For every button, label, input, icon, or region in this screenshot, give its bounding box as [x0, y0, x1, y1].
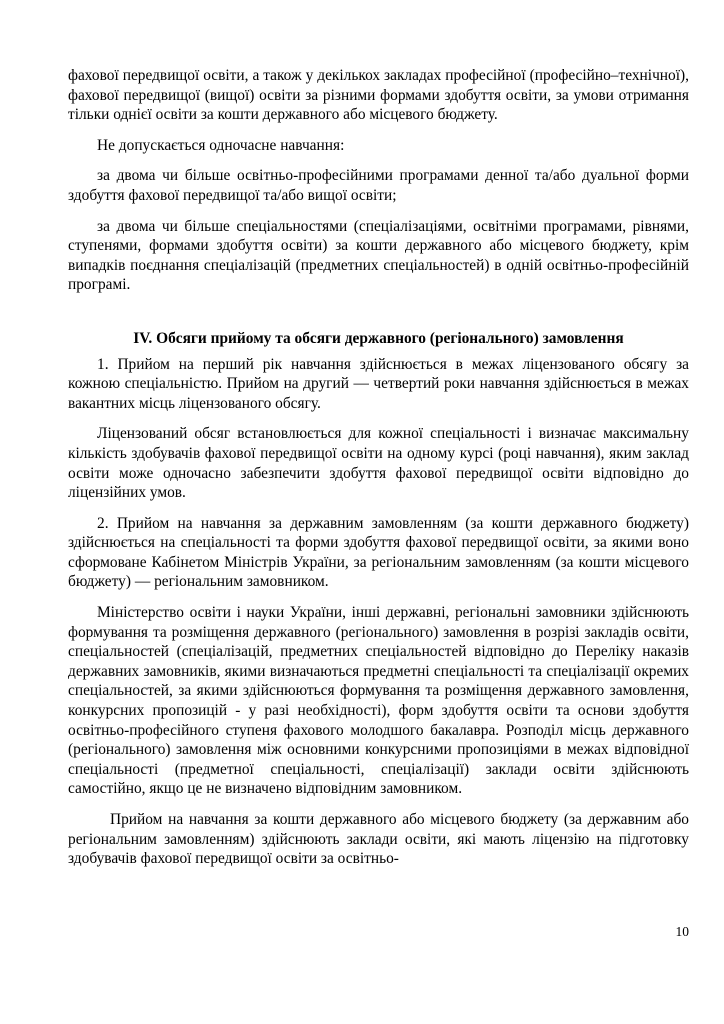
- paragraph-section-4: Міністерство освіти і науки України, інші державні, регіональні замовники здійснюють формування та розміщення державного (регіонального) замовлення в розрізі закладів освіти, спеціальностей (спеціалізацій, предметних спеціальностей відповідно до Переліку наказів державних замовників, якими визначаються предметні спеціальності та спеціалізації окремих спеціальностей, за якими здійснюються формування та розміщення державного замовлення, конкурсних пропозицій - у разі необхідності), форм здобуття освіти та основи здобуття освітньо-професійного ступеня фахового молодшого бакалавра. Розподіл місць державного (регіонального) замовлення між основними конкурсними пропозиціями в межах відповідної спеціальності (предметної спеціальності, спеціалізації) заклади освіти здійснюють самостійно, якщо це не визначено відповідним замовником.: [68, 604, 689, 798]
- paragraph-section-1: 1. Прийом на перший рік навчання здійснюється в межах ліцензованого обсягу за кожною спеціальністю. Прийом на другий — четвертий роки навчання здійснюється в межах вакантних місць ліцензованого обсягу.: [68, 355, 689, 412]
- document-page: [68, 66, 689, 880]
- paragraph-section-3: 2. Прийом на навчання за державним замовленням (за кошти державного бюджету) здійснюється на спеціальності та форми здобуття фахової передвищої освіти, за якими воно сформоване Кабінетом Міністрів України, за регіональним замовленням (за кошти місцевого бюджету) — регіональним замовником.: [68, 514, 689, 591]
- paragraph-section-5: Прийом на навчання за кошти державного або місцевого бюджету (за державним або регіональним замовленням) здійснюють заклади освіти, які мають ліцензію на підготовку здобувачів фахової передвищої освіти за освітньо-: [68, 811, 689, 868]
- paragraph-prohibition-intro: Не допускається одночасне навчання:: [97, 136, 345, 154]
- section-heading: IV. Обсяги прийому та обсяги державного (регіонального) замовлення: [133, 329, 624, 347]
- page-number: 10: [675, 924, 689, 939]
- paragraph-prohibition-item-1: за двома чи більше освітньо-професійними програмами денної та/або дуальної форми здобуття фахової передвищої та/або вищої освіти;: [68, 167, 689, 204]
- paragraph-continuation: фахової передвищої освіти, а також у декількох закладах професійної (професійно–технічної), фахової передвищої (вищої) освіти за різними формами здобуття освіти, за умови отримання тільки однієї освіти за кошти державного або місцевого бюджету.: [68, 67, 689, 124]
- paragraph-prohibition-item-2: за двома чи більше спеціальностями (спеціалізаціями, освітніми програмами, рівнями, ступенями, формами здобуття освіти) за кошти державного або місцевого бюджету, крім випадків поєднання спеціалізацій (предметних спеціальностей) в одній освітньо-професійній програмі.: [68, 217, 689, 294]
- paragraph-section-2: Ліцензований обсяг встановлюється для кожної спеціальності і визначає максимальну кількість здобувачів фахової передвищої освіти на одному курсі (році навчання), яким заклад освіти може одночасно забезпечити здобуття фахової передвищої освіти відповідно до ліцензійних умов.: [68, 425, 689, 502]
